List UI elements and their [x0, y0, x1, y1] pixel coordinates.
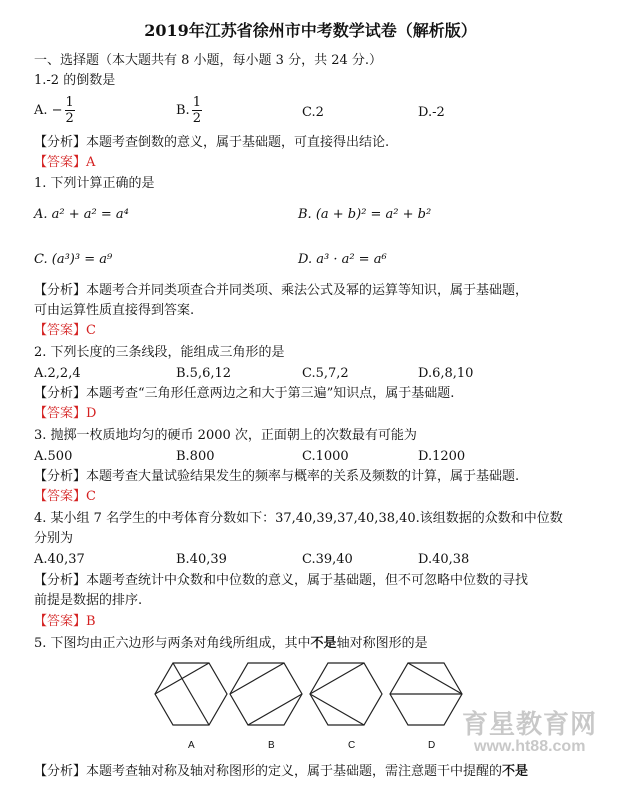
q6-analysis-tag: 【分析】	[34, 764, 87, 779]
q2-analysis-line-1	[34, 282, 528, 300]
q2-answer	[34, 322, 96, 340]
q3-option-a: A.2,2,4	[34, 366, 81, 381]
q1-option-b-numerator: 1	[192, 95, 201, 110]
question-3-stem: 2. 下列长度的三条线段，能组成三角形的是	[34, 345, 285, 360]
q2-analysis-line-2: 可由运算性质直接得到答案.	[34, 303, 195, 318]
q6-analysis	[34, 763, 528, 781]
question-5-stem-line-1: 4. 某小组 7 名学生的中考体育分数如下：37,40,39,37,40,38,40.该组数据的众数和中位数	[34, 511, 563, 526]
figure-label-c: C	[348, 740, 356, 751]
watermark-url: www.ht88.com	[474, 738, 586, 755]
q3-answer-tag: 【答案】	[34, 406, 87, 421]
q3-option-d: D.6,8,10	[418, 366, 474, 381]
hexagon-figures	[150, 660, 470, 756]
figure-label-b: B	[268, 740, 275, 751]
hexagon-a-diagonal-1	[173, 663, 209, 725]
q2-analysis-text-1: 本题考合并同类项查合并同类项、乘法公式及幂的运算等知识，属于基础题，	[86, 283, 529, 298]
q1-option-a-prefix: A. −	[34, 103, 63, 118]
q4-analysis-text: 本题考查大量试验结果发生的频率与概率的关系及频数的计算，属于基础题.	[86, 469, 520, 484]
q5-option-d: D.40,38	[418, 552, 470, 567]
figure-label-a: A	[188, 740, 195, 751]
hexagon-figure-b	[230, 663, 302, 725]
q4-option-d: D.1200	[418, 449, 466, 464]
q3-option-b: B.5,6,12	[176, 366, 232, 381]
question-6-stem	[34, 635, 428, 653]
q5-answer-value: B	[86, 614, 96, 629]
q2-option-b: B. (a + b)² = a² + b²	[298, 207, 432, 222]
q2-answer-tag: 【答案】	[34, 323, 87, 338]
q1-analysis-text: 本题考查倒数的意义，属于基础题，可直接得出结论.	[86, 135, 390, 150]
hexagon-b-outline	[230, 663, 302, 725]
question-4-stem: 3. 抛掷一枚质地均匀的硬币 2000 次，正面朝上的次数最有可能为	[34, 428, 417, 443]
q5-option-a: A.40,37	[34, 552, 85, 567]
hexagon-figure-c	[310, 663, 382, 725]
q1-option-a-numerator: 1	[65, 95, 74, 110]
q3-answer-value: D	[86, 406, 97, 421]
q1-answer	[34, 154, 95, 172]
q2-analysis-tag: 【分析】	[34, 283, 87, 298]
q2-option-a: A. a² + a² = a⁴	[34, 207, 129, 222]
q5-analysis-tag: 【分析】	[34, 573, 87, 588]
q5-analysis-text-1: 本题考查统计中众数和中位数的意义，属于基础题，但不可忽略中位数的寻找	[86, 573, 529, 588]
q3-option-c: C.5,7,2	[302, 366, 349, 381]
question-1-stem: 1.-2 的倒数是	[34, 73, 116, 88]
q4-analysis	[34, 468, 519, 486]
q5-analysis-line-1	[34, 572, 528, 590]
q6-analysis-text: 本题考查轴对称及轴对称图形的定义，属于基础题，需注意题干中提醒的	[86, 764, 503, 779]
hexagon-b-diagonal-1	[230, 663, 284, 694]
question-5-stem-line-2: 分别为	[34, 531, 74, 546]
q1-option-b-fraction	[192, 95, 202, 126]
q5-option-c: C.39,40	[302, 552, 353, 567]
q3-analysis-text: 本题考查“三角形任意两边之和大于第三遍”知识点，属于基础题.	[86, 386, 455, 401]
q5-answer-tag: 【答案】	[34, 614, 87, 629]
hexagon-c-outline	[310, 663, 382, 725]
q6-stem-pre: 5. 下图均由正六边形与两条对角线所组成，其中	[34, 636, 311, 651]
q2-option-c: C. (a³)³ = a⁹	[34, 252, 113, 267]
hexagon-c-diagonal-1	[310, 663, 364, 694]
question-2-stem: 1. 下列计算正确的是	[34, 176, 155, 191]
q6-stem-post: 轴对称图形的是	[336, 636, 428, 651]
q4-option-c: C.1000	[302, 449, 349, 464]
q1-answer-value: A	[86, 155, 96, 170]
q2-option-d: D. a³ · a² = a⁶	[298, 252, 387, 267]
watermark-brand: 育星教育网	[462, 709, 598, 739]
hexagon-figure-d	[390, 663, 462, 725]
q1-option-a-denominator: 2	[65, 111, 74, 126]
q1-option-b-prefix: B.	[176, 103, 190, 118]
q1-analysis-tag: 【分析】	[34, 135, 87, 150]
q2-answer-value: C	[86, 323, 96, 338]
q4-answer	[34, 488, 96, 506]
q1-option-c: C.2	[302, 105, 324, 120]
hexagon-d-diagonal-1	[408, 663, 462, 694]
hexagon-a-diagonal-2	[155, 663, 209, 694]
q5-analysis-line-2: 前提是数据的排序.	[34, 593, 143, 608]
q1-option-b	[176, 95, 204, 126]
q5-option-b: B.40,39	[176, 552, 227, 567]
q3-analysis-tag: 【分析】	[34, 386, 87, 401]
hexagon-c-diagonal-2	[310, 694, 364, 725]
q4-option-b: B.800	[176, 449, 215, 464]
q6-stem-emphasis: 不是	[310, 636, 337, 651]
q4-option-a: A.500	[34, 449, 73, 464]
q1-option-d: D.-2	[418, 105, 445, 120]
q4-analysis-tag: 【分析】	[34, 469, 87, 484]
q1-analysis	[34, 134, 389, 152]
q1-option-b-denominator: 2	[192, 111, 201, 126]
q3-analysis	[34, 385, 454, 403]
section-heading: 一、选择题（本大题共有 8 小题，每小题 3 分，共 24 分.）	[34, 53, 383, 68]
q5-answer	[34, 613, 96, 631]
hexagon-figure-a	[155, 663, 227, 725]
hexagon-b-diagonal-2	[248, 694, 302, 725]
q6-analysis-emphasis: 不是	[502, 764, 529, 779]
q3-answer	[34, 405, 96, 423]
q1-option-a-fraction	[65, 95, 75, 126]
page-title: 2019年江苏省徐州市中考数学试卷（解析版）	[144, 21, 477, 40]
figure-label-d: D	[428, 740, 436, 751]
q1-answer-tag: 【答案】	[34, 155, 87, 170]
q4-answer-tag: 【答案】	[34, 489, 87, 504]
q4-answer-value: C	[86, 489, 96, 504]
q1-option-a	[34, 95, 77, 126]
